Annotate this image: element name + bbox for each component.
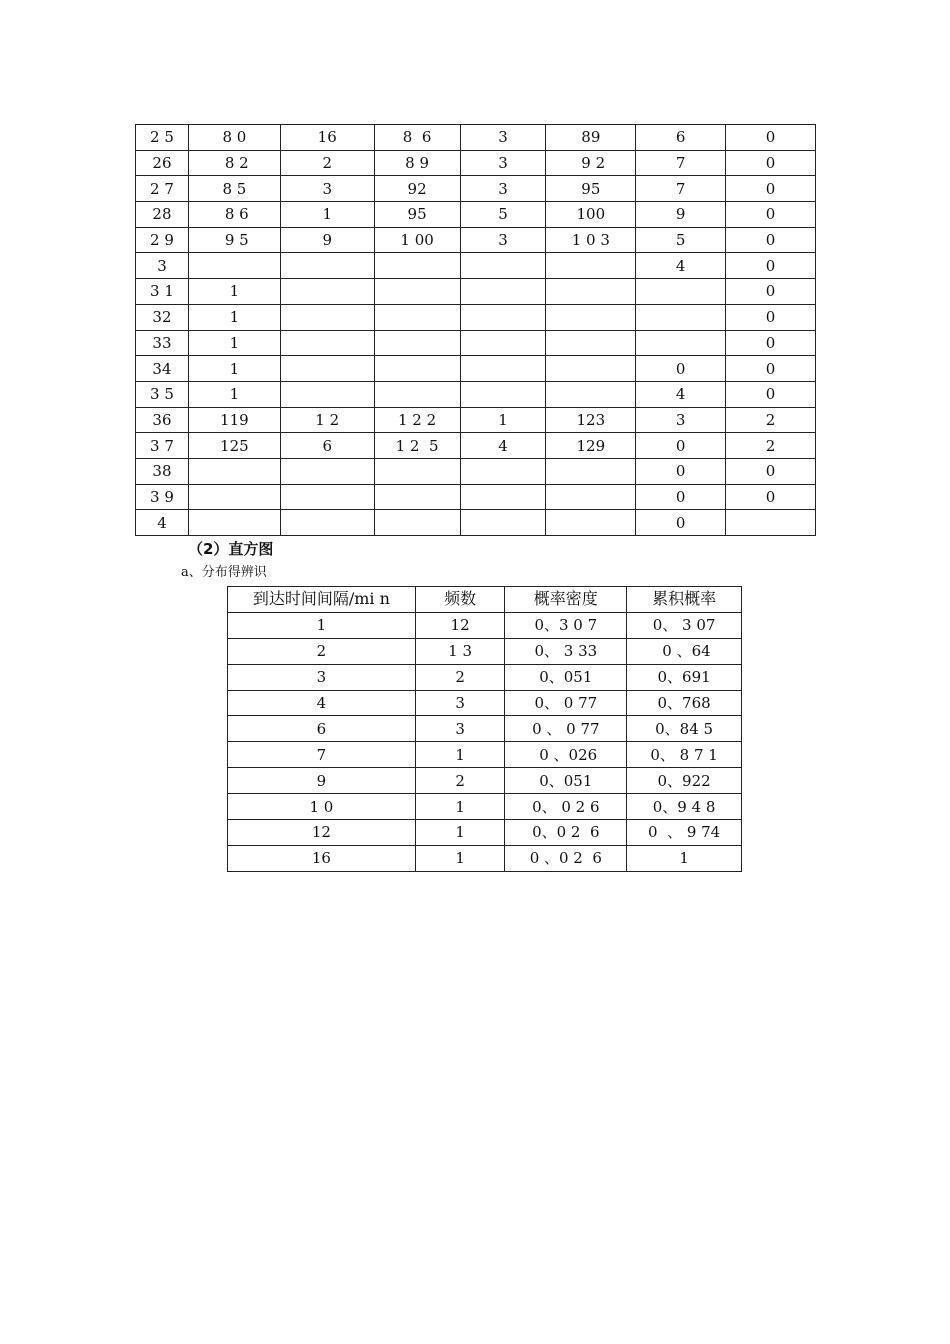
table-cell [374,510,460,536]
table-cell: 2 [726,407,816,433]
table-row [228,716,742,742]
table-cell: 8 5 [188,176,280,202]
table-cell: 1 00 [374,227,460,253]
table-cell: 1 [415,742,505,768]
table-row [136,330,816,356]
table-cell: 0、051 [505,664,627,690]
table-row [136,150,816,176]
sub-heading: a、分布得辨识 [181,565,267,580]
table-cell [546,484,636,510]
table-cell: 0、051 [505,768,627,794]
table-row [228,664,742,690]
table-row [136,356,816,382]
table-cell: 0 [726,227,816,253]
table-cell: 0 [636,458,726,484]
table-row [136,484,816,510]
table-cell [636,279,726,305]
table-cell: 0 [726,304,816,330]
table-row [228,768,742,794]
table-row [136,433,816,459]
table-row [136,458,816,484]
table-cell: 1 [460,407,546,433]
table-cell [546,253,636,279]
table-cell: 28 [136,202,189,228]
table-cell [546,356,636,382]
table-cell: 1 [188,330,280,356]
table-cell: 1 0 3 [546,227,636,253]
distribution-table [227,586,742,872]
table-cell [374,381,460,407]
table-cell: 0、 0 2 6 [505,794,627,820]
table-cell: 9 [228,768,416,794]
table-cell: 3 [280,176,374,202]
table-cell: 1 [228,612,416,638]
table-row [136,227,816,253]
table-cell: 0 [726,176,816,202]
table-cell: 2 7 [136,176,189,202]
table-cell: 0、768 [627,690,742,716]
table-cell: 0 、64 [627,638,742,664]
table-cell: 9 5 [188,227,280,253]
table-cell [374,330,460,356]
table-row [136,279,816,305]
table-cell: 2 [415,664,505,690]
header-cell: 概率密度 [505,587,627,613]
table-cell: 0、 0 77 [505,690,627,716]
table-cell: 0 [636,510,726,536]
table-cell: 26 [136,150,189,176]
table-cell [188,458,280,484]
table-cell: 8 2 [188,150,280,176]
table-cell: 3 [228,664,416,690]
table-cell: 89 [546,125,636,151]
table-cell: 0 [726,202,816,228]
table-cell: 34 [136,356,189,382]
table-cell [460,356,546,382]
table-cell: 16 [228,845,416,871]
table-cell [546,330,636,356]
table-cell: 33 [136,330,189,356]
table-cell: 1 [188,304,280,330]
table-cell: 0、3 0 7 [505,612,627,638]
table-cell: 1 2 [280,407,374,433]
table-cell: 4 [460,433,546,459]
table-cell: 0、 8 7 1 [627,742,742,768]
table-cell: 8 0 [188,125,280,151]
header-cell: 累积概率 [627,587,742,613]
table-cell: 1 2 5 [374,433,460,459]
table-cell: 0 [726,125,816,151]
table-cell: 1 [415,820,505,846]
table-cell: 8 6 [374,125,460,151]
table-cell: 95 [546,176,636,202]
table-cell: 3 [460,150,546,176]
table-cell [460,304,546,330]
table-cell: 1 [188,356,280,382]
table-cell: 2 [280,150,374,176]
table-cell: 3 [415,690,505,716]
header-cell: 频数 [415,587,505,613]
table-cell: 0、84 5 [627,716,742,742]
table-cell: 95 [374,202,460,228]
table-row [228,742,742,768]
table-cell [546,279,636,305]
table-cell: 119 [188,407,280,433]
table-cell [280,484,374,510]
table-cell: 3 7 [136,433,189,459]
table-cell: 129 [546,433,636,459]
table-cell [460,253,546,279]
table-cell: 7 [228,742,416,768]
table-row [136,253,816,279]
table-cell: 3 [460,176,546,202]
table-cell: 12 [415,612,505,638]
table-cell [280,458,374,484]
table-header-row [228,587,742,613]
table-cell [374,458,460,484]
table-cell: 7 [636,176,726,202]
table-cell: 0 [726,356,816,382]
table-cell: 6 [636,125,726,151]
table-cell [280,330,374,356]
table-cell: 6 [228,716,416,742]
table-cell: 36 [136,407,189,433]
table-cell: 0、 3 07 [627,612,742,638]
table-cell: 5 [636,227,726,253]
table-row [136,202,816,228]
table-cell [280,304,374,330]
table-row [136,381,816,407]
table-cell: 2 5 [136,125,189,151]
table-cell [726,510,816,536]
table-row [136,510,816,536]
table-row [228,638,742,664]
table-cell: 0 [636,433,726,459]
table-cell: 1 0 [228,794,416,820]
table-cell: 5 [460,202,546,228]
table-cell: 2 9 [136,227,189,253]
table-cell [460,458,546,484]
table-cell: 2 [228,638,416,664]
table-cell: 0 [726,484,816,510]
table-cell: 4 [636,253,726,279]
table-cell: 0 [726,279,816,305]
table-row [228,845,742,871]
table-cell [188,484,280,510]
table-cell [546,458,636,484]
table-cell: 0、922 [627,768,742,794]
section-heading: （2）直方图 [188,540,274,558]
data-table [135,124,816,536]
table-row [136,125,816,151]
table-cell: 1 3 [415,638,505,664]
table-cell: 92 [374,176,460,202]
table-cell: 0、691 [627,664,742,690]
table-cell: 100 [546,202,636,228]
table-cell [374,279,460,305]
table-cell: 0 [726,458,816,484]
table-cell: 16 [280,125,374,151]
table-cell: 0 [726,381,816,407]
table-cell [636,304,726,330]
table-row [136,407,816,433]
table-cell [188,253,280,279]
table-cell [280,510,374,536]
table-cell: 4 [228,690,416,716]
table-cell: 0、9 4 8 [627,794,742,820]
table-cell: 1 [415,794,505,820]
table-cell [374,253,460,279]
table-cell [280,253,374,279]
table-cell: 0 、0 2 6 [505,845,627,871]
table-cell: 0 、026 [505,742,627,768]
table-cell: 0 、 9 74 [627,820,742,846]
table-row [136,176,816,202]
table-cell: 125 [188,433,280,459]
table-cell [460,381,546,407]
table-cell: 3 5 [136,381,189,407]
table-cell [374,484,460,510]
table-cell: 0 [726,150,816,176]
table-cell: 0 [636,484,726,510]
table-cell: 3 9 [136,484,189,510]
table-cell: 3 [460,227,546,253]
table-cell [546,510,636,536]
table-cell: 1 [188,279,280,305]
table-cell: 1 [415,845,505,871]
table-cell: 123 [546,407,636,433]
table-cell [280,356,374,382]
table-cell: 9 2 [546,150,636,176]
table-cell: 8 9 [374,150,460,176]
table-cell: 8 6 [188,202,280,228]
table-cell: 3 [136,253,189,279]
table-row [228,820,742,846]
table-cell [460,279,546,305]
table-cell: 0、 3 33 [505,638,627,664]
table-cell: 9 [280,227,374,253]
table-row [228,690,742,716]
table-row [228,612,742,638]
table-cell [374,304,460,330]
table-cell [280,381,374,407]
table-cell: 12 [228,820,416,846]
table-cell: 4 [636,381,726,407]
table-cell [546,304,636,330]
table-cell: 0 [726,330,816,356]
table-cell: 0、0 2 6 [505,820,627,846]
table-cell: 0 [726,253,816,279]
table-cell: 4 [136,510,189,536]
table-cell: 0 [636,356,726,382]
table-cell [636,330,726,356]
table-cell: 7 [636,150,726,176]
table-cell [374,356,460,382]
table-cell [460,484,546,510]
table-cell: 2 [726,433,816,459]
table-cell: 3 [636,407,726,433]
table-cell: 1 [188,381,280,407]
table-cell [460,330,546,356]
table-cell: 0 、 0 77 [505,716,627,742]
table-cell [188,510,280,536]
table-cell: 38 [136,458,189,484]
table-cell: 3 [460,125,546,151]
table-cell: 3 [415,716,505,742]
table-cell: 32 [136,304,189,330]
table-cell: 3 1 [136,279,189,305]
table-cell: 2 [415,768,505,794]
table-cell: 1 [280,202,374,228]
table-cell [280,279,374,305]
table-cell [546,381,636,407]
table-row [136,304,816,330]
table-row [228,794,742,820]
table-cell: 1 2 2 [374,407,460,433]
table-cell: 9 [636,202,726,228]
table-cell: 6 [280,433,374,459]
header-cell: 到达时间间隔/mi n [228,587,416,613]
table-cell [460,510,546,536]
table-cell: 1 [627,845,742,871]
